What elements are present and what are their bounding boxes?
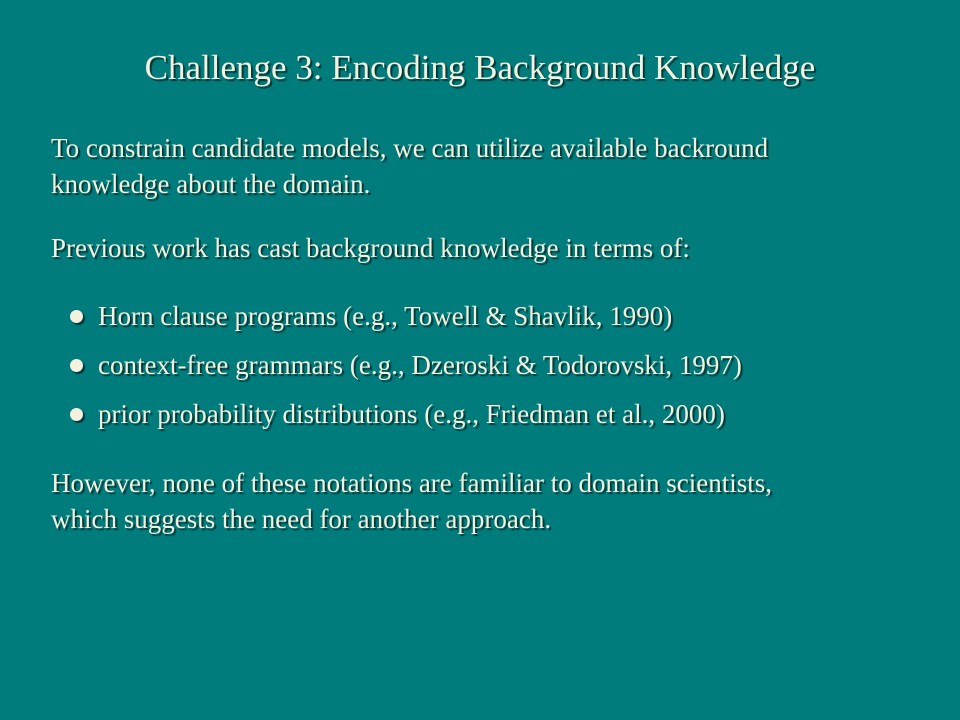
previous-work-paragraph: Previous work has cast background knowledge in terms of:	[51, 233, 690, 263]
bullet-item-grammars	[70, 347, 742, 383]
bullet-item-horn-clause	[70, 298, 742, 334]
slide-title: Challenge 3: Encoding Background Knowledge	[144, 48, 816, 87]
bullet-dot-icon	[70, 310, 83, 323]
intro-paragraph	[51, 130, 921, 202]
conclusion-paragraph	[51, 465, 921, 537]
bullet-text: prior probability distributions (e.g., Friedman et al., 2000)	[98, 399, 725, 429]
conclusion-line-2: which suggests the need for another approach.	[51, 504, 552, 534]
bullet-text: Horn clause programs (e.g., Towell & Shavlik, 1990)	[98, 301, 673, 331]
bullet-dot-icon	[70, 408, 83, 421]
conclusion-line-1: However, none of these notations are familiar to domain scientists,	[51, 468, 772, 498]
bullet-list	[70, 298, 742, 445]
bullet-item-priors	[70, 396, 742, 432]
bullet-text: context-free grammars (e.g., Dzeroski & Todorovski, 1997)	[98, 350, 742, 380]
intro-line-2: knowledge about the domain.	[51, 169, 371, 199]
bullet-dot-icon	[70, 359, 83, 372]
intro-line-1: To constrain candidate models, we can utilize available backround	[51, 133, 769, 163]
